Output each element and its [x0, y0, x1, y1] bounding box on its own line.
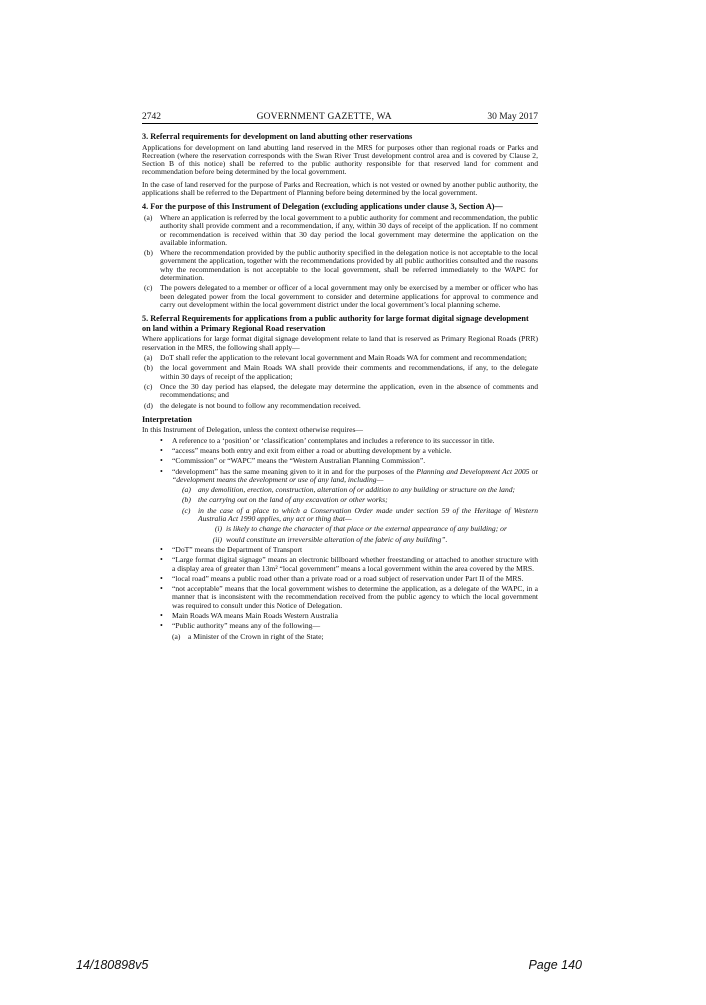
- gazette-date: 30 May 2017: [487, 112, 538, 122]
- bullet-item: • “access” means both entry and exit from either a road or abutting development by a vehicle.: [160, 445, 452, 455]
- document-reference: 14/180898v5: [76, 958, 149, 972]
- list-item: (a) a Minister of the Crown in right of the State;: [172, 631, 324, 641]
- bullet-item: • “development” has the same meaning given to it in and for the purposes of the Planning and Development Act 2005 or “development means the development or use of any land, including—: [160, 466, 538, 484]
- paragraph: In this Instrument of Delegation, unless the context otherwise requires—: [142, 425, 364, 435]
- section-3: [142, 132, 538, 197]
- list-item: (a) Where an application is referred by the local government to a public authority for comment and recommendation, the public authority shall provide comment and a recommendation, if any, within 30 days of receipt of the application. If no comment or recommendation is received within that 30 day period the local government may determine the application on the available information.: [144, 212, 538, 247]
- page-number: 2742: [142, 112, 161, 122]
- bullet-item: • “not acceptable” means that the local government wishes to determine the application, as a delegate of the WAPC, in a manner that is inconsistent with the recommendation received from the public agency to which the local government was required to consult under this Notice of Delegation.: [160, 584, 538, 610]
- section-5-heading: 5. Referral Requirements for applications from a public authority for large format digital signage development on land within a Primary Regional Road reservation: [142, 314, 529, 333]
- list-item: (a) DoT shall refer the application to the relevant local government and Main Roads WA for comment and recommendation;: [144, 353, 527, 363]
- sub-item: (c) in the case of a place to which a Conservation Order made under section 59 of the Heritage of Western Australia Act 1990 applies, any act or thing that—: [182, 505, 538, 524]
- sub-item: (b) the carrying out on the land of any excavation or other works;: [182, 495, 388, 505]
- interpretation-section: [142, 415, 538, 641]
- sub-item: (a) any demolition, erection, construction, alteration of or addition to any building or structure on the land;: [182, 485, 516, 495]
- gazette-title: GOVERNMENT GAZETTE, WA: [256, 112, 392, 122]
- section-4-heading: 4. For the purpose of this Instrument of Delegation (excluding applications under clause 3, Section A)—: [142, 202, 503, 212]
- section-3-heading: 3. Referral requirements for development on land abutting other reservations: [142, 132, 413, 141]
- section-5: [142, 314, 538, 410]
- paragraph: In the case of land reserved for the purpose of Parks and Recreation, which is not vested or owned by another public authority, the applications shall be referred to the Department of Planning before being determined by the local government.: [142, 179, 538, 198]
- paragraph: Where applications for large format digital signage development relate to land that is reserved as Primary Regional Roads (PRR) reservation in the MRS, the following shall apply—: [142, 334, 538, 352]
- list-item: (b) Where the recommendation provided by the public authority specified in the delegation notice is not acceptable to the local government the application, together with the recommendations provided by all public authorities consulted and the reasons why the recommendation is not acceptable to the local government, shall be referred immediately to the WAPC for determination.: [144, 248, 538, 283]
- sub-sub-item: (i) is likely to change the character of that place or the external appearance of any building; or: [214, 524, 507, 534]
- bullet-item: • “Large format digital signage” means an electronic billboard whether freestanding or attached to another structure with a display area of greater than 13m² “local government” means a local government within the area covered by the MRS.: [160, 555, 538, 573]
- paragraph: Applications for development on land abutting land reserved in the MRS for purposes other than regional roads or Parks and Recreation (where the reservation corresponds with the Swan River Trust development control area and is covered by Clause 2, Section B of this notice) shall be referred to the public authority responsible for that reserved land for comment and recommendation before being determined by the local government.: [142, 142, 538, 177]
- gazette-page: [142, 112, 538, 646]
- bullet-item: • “local road” means a public road other than a private road or a road subject of reservation under Part II of the MRS.: [160, 573, 524, 583]
- bullet-item: • “Public authority” means any of the following—: [160, 621, 321, 631]
- list-item: (d) the delegate is not bound to follow any recommendation received.: [144, 400, 361, 410]
- section-4: [142, 202, 538, 309]
- page-header: [142, 112, 538, 124]
- document-footer: [76, 958, 582, 972]
- sub-sub-item: (ii) would constitute an irreversible alteration of the fabric of any building”.: [212, 534, 448, 544]
- list-item: (c) The powers delegated to a member or officer of a local government may only be exercised by a member or officer who has been delegated power from the local government to consider and determine applications for approval to commence and carry out development within the local government district under the local government’s local planning scheme.: [144, 283, 538, 309]
- bullet-item: • A reference to a ‘position’ or ‘classification’ contemplates and includes a reference to its successor in title.: [160, 435, 495, 445]
- footer-page-number: Page 140: [528, 958, 582, 972]
- list-item: (c) Once the 30 day period has elapsed, the delegate may determine the application, even in the absence of comments and recommendations; and: [144, 381, 538, 400]
- bullet-item: • “Commission” or “WAPC” means the “Western Australian Planning Commission”.: [160, 456, 426, 466]
- list-item: (b) the local government and Main Roads WA shall provide their comments and recommendations, if any, to the delegate within 30 days of receipt of the application;: [144, 363, 538, 381]
- interpretation-heading: Interpretation: [142, 414, 192, 424]
- bullet-item: • “DoT” means the Department of Transport: [160, 544, 303, 554]
- bullet-item: • Main Roads WA means Main Roads Western Australia: [160, 611, 338, 621]
